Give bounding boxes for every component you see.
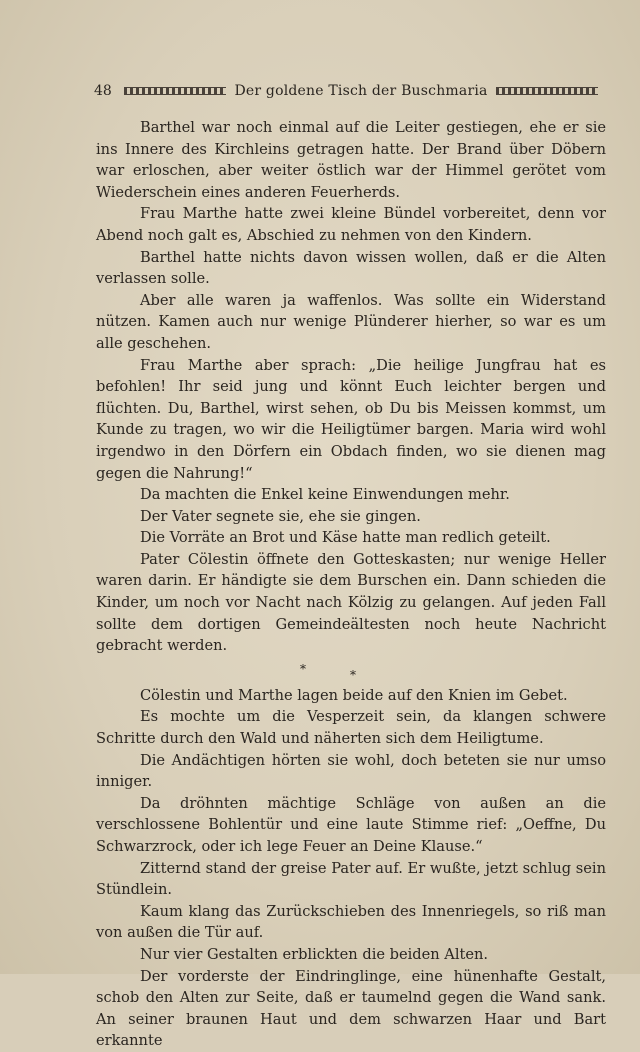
asterisk: *: [300, 661, 306, 676]
paragraph: Da machten die Enkel keine Einwendungen mehr.: [140, 486, 510, 504]
paragraph: Nur vier Gestalten erblickten die beiden Alten.: [140, 945, 489, 963]
ornament-left: [124, 87, 226, 95]
page-header: [94, 80, 606, 102]
paragraph: Cölestin und Marthe lagen beide auf den Knien im Gebet.: [140, 686, 568, 704]
paragraph: Die Vorräte an Brot und Käse hatte man redlich geteilt.: [140, 529, 551, 547]
page-number: 48: [94, 83, 112, 99]
paragraph: Frau Marthe aber sprach: „Die heilige Jungfrau hat es befohlen! Ihr seid jung und könnt Euch leichter bergen und flüchten. Du, Barthel, wirst sehen, ob Du bis Meissen kommst, um Kunde zu tragen, wo wir die Heiligtümer bargen. Maria wird wohl irgendwo in den Dörfern ein Obdach finden, wo sie dienen mag gegen die Nahrung!“: [96, 356, 606, 482]
paragraph: Zitternd stand der greise Pater auf. Er wußte, jetzt schlug sein Stündlein.: [96, 859, 606, 899]
section-separator: [96, 657, 606, 685]
paragraph: Kaum klang das Zurückschieben des Innenriegels, so riß man von außen die Tür auf.: [96, 902, 606, 942]
asterisk: *: [350, 667, 356, 682]
body-text: [96, 117, 606, 1052]
paragraph: Frau Marthe hatte zwei kleine Bündel vorbereitet, denn vor Abend noch galt es, Abschied zu nehmen von den Kindern.: [96, 205, 606, 244]
paragraph: Der Vater segnete sie, ehe sie gingen.: [140, 507, 421, 525]
paragraph: Es mochte um die Vesperzeit sein, da klangen schwere Schritte durch den Wald und näherten sich dem Heiligtume.: [96, 708, 606, 748]
paragraph: Barthel war noch einmal auf die Leiter gestiegen, ehe er sie ins Innere des Kirchleins getragen hatte. Der Brand über Döbern war erloschen, aber weiter östlich war der Himmel gerötet vom Wiederschein eines anderen Feuerherds.: [96, 119, 606, 201]
paragraph: Aber alle waren ja waffenlos. Was sollte ein Widerstand nützen. Kamen auch nur wenige Plünderer hierher, so war es um alle geschehen.: [96, 291, 606, 352]
paragraph: Barthel hatte nichts davon wissen wollen, daß er die Alten verlassen solle.: [96, 248, 606, 288]
paragraph: Pater Cölestin öffnete den Gotteskasten; nur wenige Heller waren darin. Er händigte sie dem Burschen ein. Dann schieden die Kinder, um noch vor Nacht nach Kölzig zu gelangen. Auf jeden Fall sollte dem dortigen Gemeindeältesten noch heute Nachricht gebracht werden.: [96, 550, 606, 655]
running-title: Der goldene Tisch der Buschmaria: [234, 83, 488, 99]
paragraph: Der vorderste der Eindringlinge, eine hünenhafte Gestalt, schob den Alten zur Seite, daß er taumelnd gegen die Wand sank. An seiner braunen Haut und dem schwarzen Haar und Bart erkannte: [96, 967, 606, 1050]
paragraph: Die Andächtigen hörten sie wohl, doch beteten sie nur umso inniger.: [96, 751, 606, 791]
ornament-right: [496, 87, 598, 95]
paragraph: Da dröhnten mächtige Schläge von außen an die verschlossene Bohlentür und eine laute Stimme rief: „Oeffne, Du Schwarzrock, oder ich lege Feuer an Deine Klause.“: [96, 794, 606, 855]
